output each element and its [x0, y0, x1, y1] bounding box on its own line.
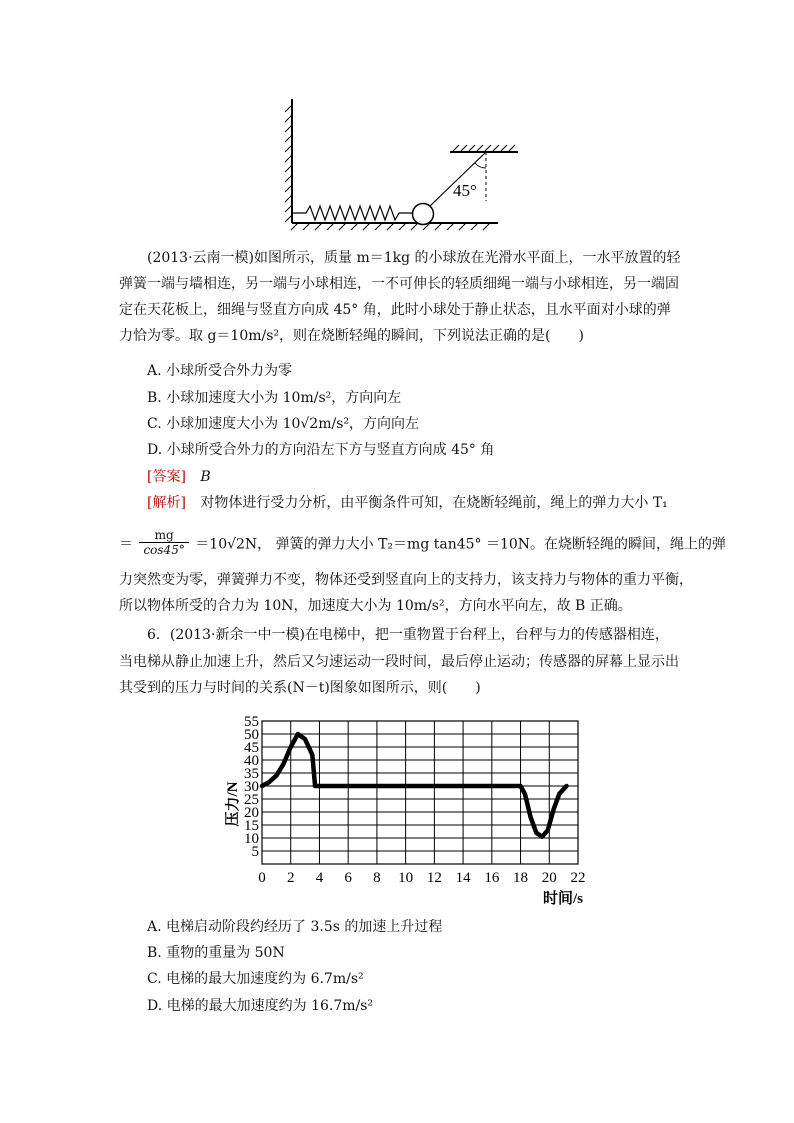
- p6-option-b: B. 重物的重量为 50N: [147, 945, 285, 961]
- p5-answer: [147, 468, 211, 486]
- y-tick-label: 10: [244, 831, 259, 847]
- answer-value: B: [200, 469, 211, 485]
- answer-label: [答案]: [147, 469, 186, 485]
- p6-option-d: D. 电梯的最大加速度约为 16.7m/s²: [147, 998, 374, 1014]
- x-tick-label: 20: [541, 870, 557, 886]
- x-tick-label: 10: [398, 870, 414, 886]
- analysis-label: [解析]: [147, 495, 186, 511]
- p5-stem-line-4: 力恰为零。取 g＝10m/s²，则在烧断轻绳的瞬间，下列说法正确的是( ): [119, 328, 584, 344]
- x-tick-label: 16: [484, 870, 500, 886]
- analysis-text-2: 弹簧的弹力大小 T₂＝mg tan45° ＝10N。在烧断轻绳的瞬间，绳上的弹: [275, 536, 727, 553]
- p5-stem-line-3: 定在天花板上，细绳与竖直方向成 45° 角，此时小球处于静止状态，且水平面对小球的弹: [119, 302, 671, 318]
- x-tick-label: 18: [513, 870, 529, 886]
- x-tick-label: 8: [373, 870, 381, 886]
- p6-stem-line-1: 6．(2013·新余一中一模)在电梯中，把一重物置于台秤上，台秤与力的传感器相连，: [147, 627, 669, 643]
- y-tick-label: 5: [251, 844, 259, 860]
- y-tick-label: 50: [244, 727, 259, 743]
- p5-analysis-line-2: [119, 530, 726, 559]
- ceiling-hatching: [452, 145, 515, 152]
- fraction-result: ＝10√2N，: [195, 536, 272, 553]
- angle-label: 45°: [453, 181, 477, 200]
- fraction: [139, 528, 188, 557]
- y-tick-label: 45: [244, 740, 259, 756]
- wall-hatching: [285, 105, 292, 222]
- p6-option-c: C. 电梯的最大加速度约为 6.7m/s²: [147, 971, 364, 987]
- p5-option-c: C. 小球加速度大小为 10√2m/s²，方向向左: [147, 416, 419, 432]
- ball: [413, 204, 434, 225]
- x-tick-label: 4: [315, 870, 324, 886]
- p5-stem-line-1: (2013·云南一模)如图所示，质量 m＝1kg 的小球放在光滑水平面上，一水平放置的轻: [147, 250, 681, 266]
- p5-analysis-line-3: 力突然变为零，弹簧弹力不变，物体还受到竖直向上的支持力，该支持力与物体的重力平衡，: [119, 572, 693, 588]
- p5-option-b: B. 小球加速度大小为 10m/s²，方向向左: [147, 390, 402, 406]
- floor-hatching: [291, 223, 490, 230]
- y-axis-label: 压力/N: [225, 781, 241, 827]
- p6-stem-line-2: 当电梯从静止加速上升，然后又匀速运动一段时间，最后停止运动；传感器的屏幕上显示出: [119, 654, 679, 670]
- angle-arc: [475, 163, 486, 168]
- force-time-chart: [225, 712, 595, 912]
- fraction-prefix: ＝: [119, 536, 133, 553]
- p5-option-a: A. 小球所受合外力为零: [147, 363, 293, 379]
- x-axis-label: 时间/s: [543, 891, 584, 907]
- y-tick-label: 30: [244, 779, 259, 795]
- x-tick-label: 2: [286, 870, 295, 886]
- p5-option-d: D. 小球所受合外力的方向沿左下方与竖直方向成 45° 角: [147, 442, 495, 458]
- x-tick-label: 22: [570, 870, 586, 886]
- x-tick-label: 0: [258, 870, 266, 886]
- y-tick-label: 35: [244, 766, 259, 782]
- fraction-denominator: cos45°: [143, 543, 185, 557]
- plot-frame: [262, 721, 578, 864]
- x-tick-label: 6: [344, 870, 352, 886]
- y-tick-label: 15: [244, 818, 259, 834]
- analysis-text-1: 对物体进行受力分析，由平衡条件可知，在烧断轻绳前，绳上的弹力大小 T₁: [200, 495, 668, 511]
- x-tick-label: 12: [426, 870, 442, 886]
- spring: [292, 206, 412, 220]
- y-tick-label: 40: [244, 753, 259, 769]
- y-tick-label: 20: [244, 805, 259, 821]
- p6-stem-line-3: 其受到的压力与时间的关系(N－t)图象如图所示，则( ): [119, 680, 481, 696]
- fraction-numerator: mg: [139, 528, 188, 543]
- p5-stem-line-2: 弹簧一端与墙相连，另一端与小球相连，一不可伸长的轻质细绳一端与小球相连，另一端固: [119, 276, 679, 292]
- spring-ball-figure: [280, 95, 530, 235]
- x-tick-label: 14: [455, 870, 471, 886]
- p5-analysis-line-1: [147, 494, 668, 512]
- y-tick-label: 25: [244, 792, 259, 808]
- p6-option-a: A. 电梯启动阶段约经历了 3.5s 的加速上升过程: [147, 919, 443, 935]
- p5-analysis-line-4: 所以物体所受的合力为 10N，加速度大小为 10m/s²，方向水平向左，故 B 正确。: [119, 598, 632, 614]
- y-tick-label: 55: [244, 714, 259, 730]
